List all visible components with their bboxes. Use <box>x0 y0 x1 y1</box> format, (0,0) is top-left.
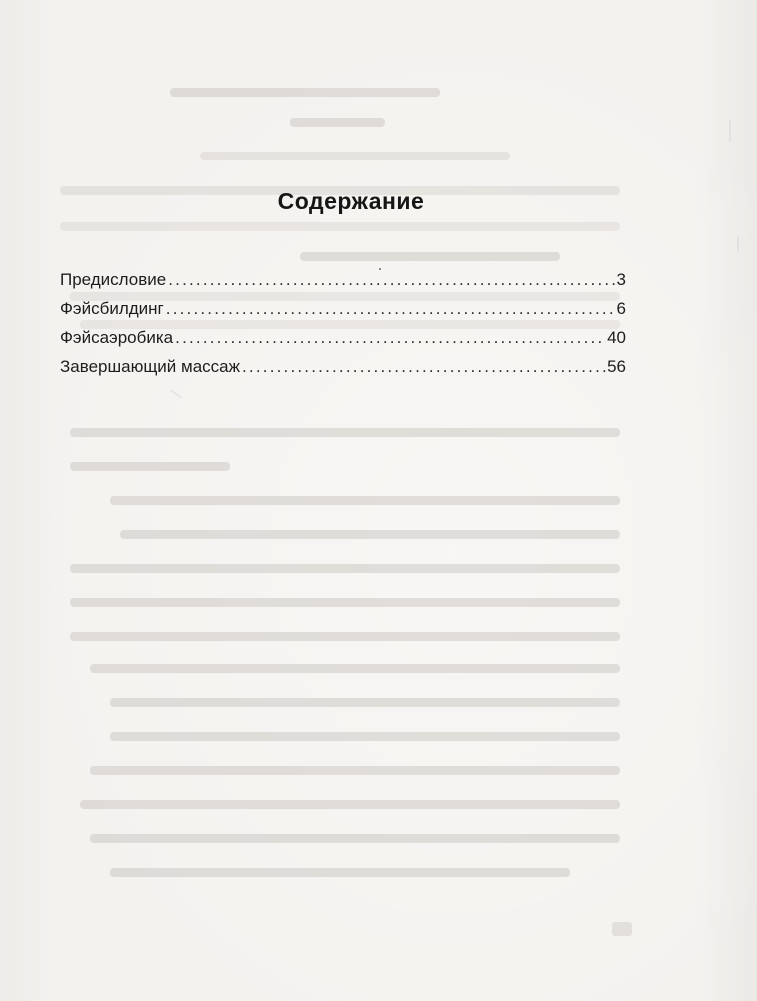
toc-entry-title: Фэйсбилдинг <box>60 299 164 318</box>
toc-entry <box>60 270 626 299</box>
dot-leader <box>168 270 615 290</box>
toc-entry <box>60 357 626 386</box>
toc-entry <box>60 299 626 328</box>
toc-entry-title: Завершающий массаж <box>60 357 240 376</box>
table-of-contents <box>60 188 626 386</box>
dot-leader <box>242 357 606 377</box>
dot-leader <box>175 328 606 348</box>
toc-entry-title: Фэйсаэробика <box>60 328 174 347</box>
toc-page-number: 40 <box>607 328 626 347</box>
dot-leader <box>166 299 616 319</box>
toc-entry-title: Предисловие <box>60 270 167 289</box>
toc-page-number: 56 <box>607 357 626 376</box>
toc-list <box>60 270 626 386</box>
toc-entry <box>60 328 626 357</box>
toc-page-number: 6 <box>616 299 626 318</box>
toc-heading: Содержание <box>277 188 425 214</box>
toc-page-number: 3 <box>616 270 626 289</box>
